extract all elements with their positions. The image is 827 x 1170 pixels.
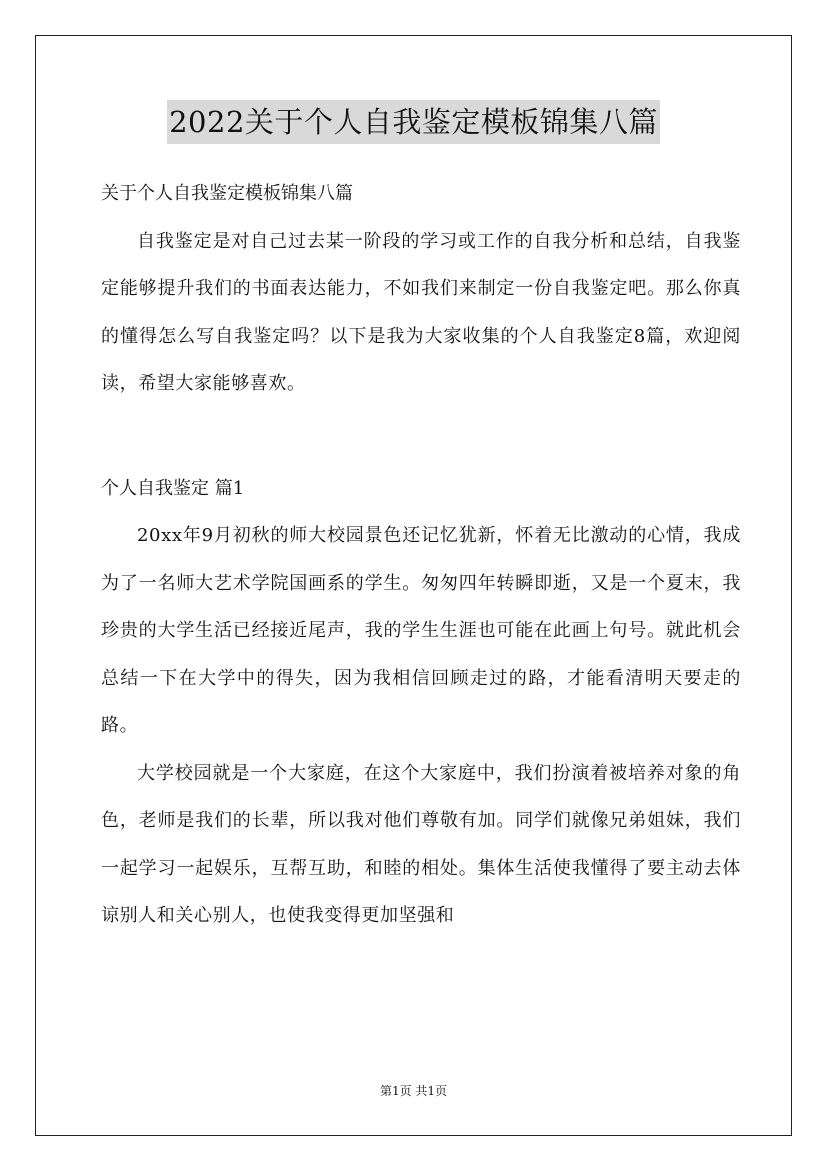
- section-heading-1: 个人自我鉴定 篇1: [101, 477, 245, 499]
- section1-paragraph-2: 大学校园就是一个大家庭，在这个大家庭中，我们扮演着被培养对象的角色，老师是我们的长辈，所以我对他们尊敬有加。同学们就像兄弟姐妹，我们一起学习一起娱乐，互帮互助，和睦的相处。集体生活使我懂得了要主动去体谅别人和关心别人，也使我变得更加坚强和: [101, 762, 741, 926]
- intro-paragraph: 自我鉴定是对自己过去某一阶段的学习或工作的自我分析和总结，自我鉴定能够提升我们的书面表达能力，不如我们来制定一份自我鉴定吧。那么你真的懂得怎么写自我鉴定吗？以下是我为大家收集的个人自我鉴定8篇，欢迎阅读，希望大家能够喜欢。: [101, 230, 741, 394]
- document-subtitle: 关于个人自我鉴定模板锦集八篇: [101, 183, 353, 204]
- section-spacer: [101, 408, 741, 465]
- title-container: [0, 100, 827, 144]
- document-title: 2022关于个人自我鉴定模板锦集八篇: [167, 100, 660, 144]
- section1-paragraph-1: 20xx年9月初秋的师大校园景色还记忆犹新，怀着无比激动的心情，我成为了一名师大艺术学院国画系的学生。匆匆四年转瞬即逝，又是一个夏末，我珍贵的大学生活已经接近尾声，我的学生生涯也可能在此画上句号。就此机会总结一下在大学中的得失，因为我相信回顾走过的路，才能看清明天要走的路。: [101, 525, 741, 736]
- document-body: [101, 170, 741, 940]
- page-footer: 第1页 共1页: [379, 1084, 448, 1098]
